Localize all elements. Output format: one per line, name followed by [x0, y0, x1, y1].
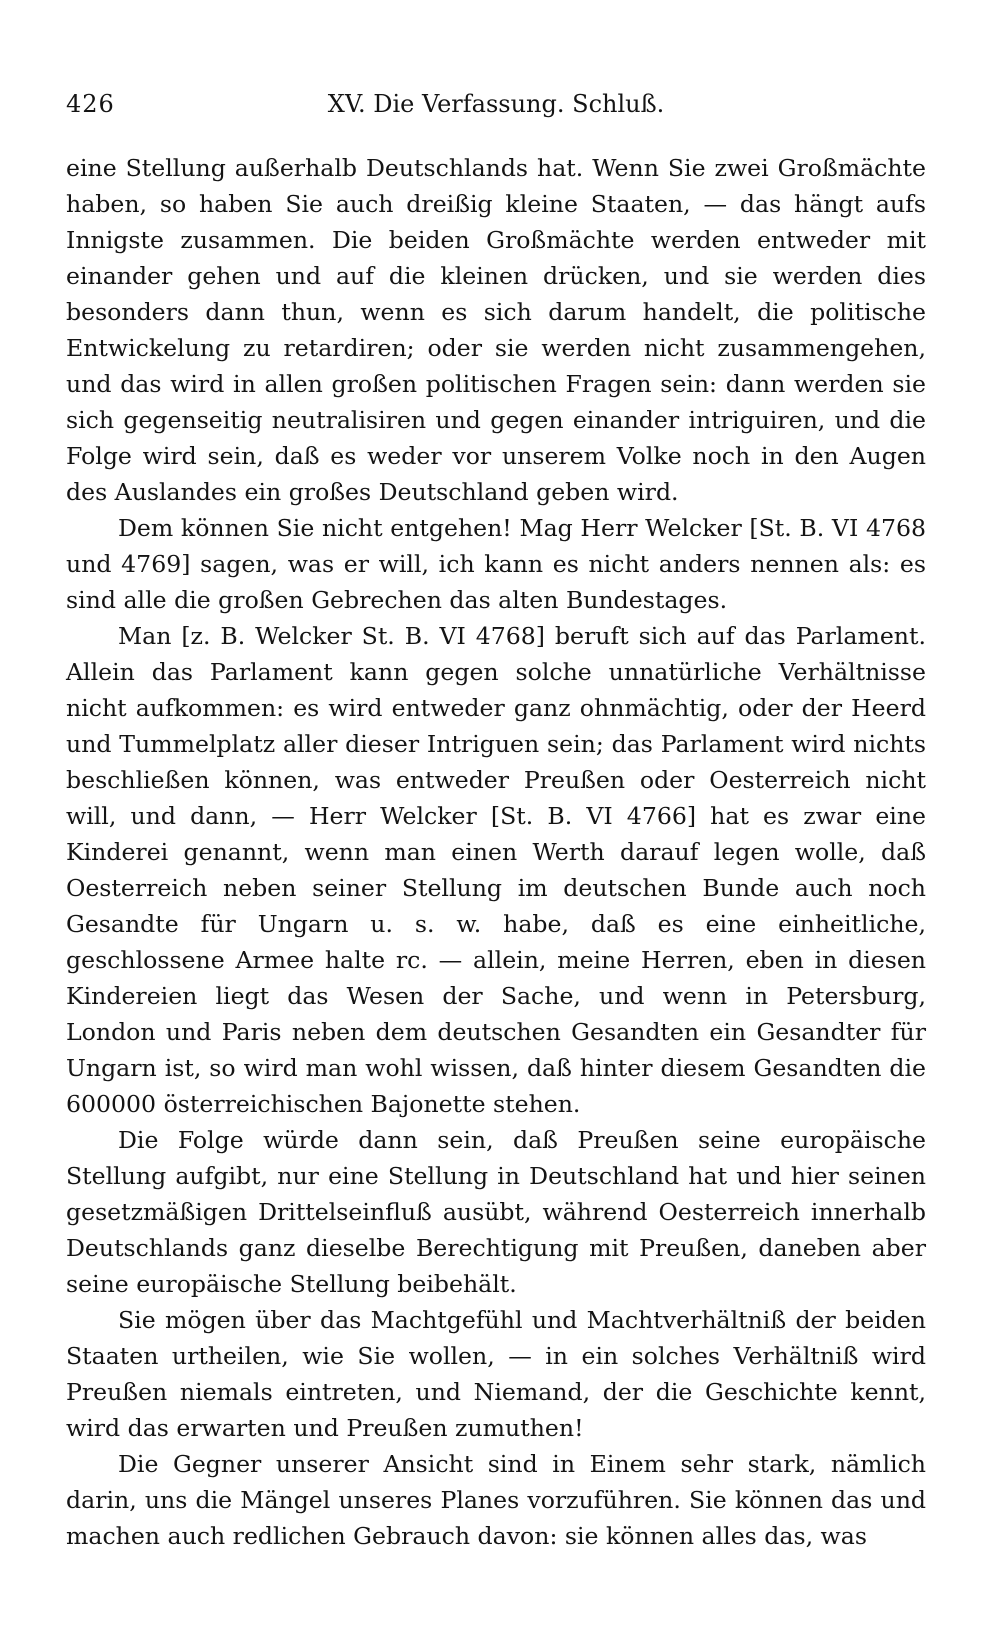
- paragraph-6: Die Gegner unserer Ansicht sind in Einem sehr stark, nämlich darin, uns die Mängel unseres Planes vorzuführen. Sie können das und machen auch redlichen Gebrauch davon: sie können alles das, was: [66, 1450, 926, 1550]
- body-text: [66, 150, 926, 1554]
- paragraph-2: Dem können Sie nicht entgehen! Mag Herr Welcker [St. B. VI 4768 und 4769] sagen, was er will, ich kann es nicht anders nennen als: es sind alle die großen Gebrechen das alten Bundestages.: [66, 514, 926, 614]
- paragraph-4: Die Folge würde dann sein, daß Preußen seine europäische Stellung aufgibt, nur eine Stellung in Deutschland hat und hier seinen gesetzmäßigen Drittelseinfluß ausübt, während Oesterreich innerhalb Deutschlands ganz dieselbe Berechtigung mit Preußen, daneben aber seine europäische Stellung beibehält.: [66, 1126, 926, 1298]
- book-page: [66, 82, 926, 1554]
- running-head: [66, 82, 926, 126]
- page-number: 426: [66, 90, 115, 118]
- paragraph-5: Sie mögen über das Machtgefühl und Machtverhältniß der beiden Staaten urtheilen, wie Sie wollen, — in ein solches Verhältniß wird Preußen niemals eintreten, und Niemand, der die Geschichte kennt, wird das erwarten und Preußen zumuthen!: [66, 1306, 926, 1442]
- paragraph-3: Man [z. B. Welcker St. B. VI 4768] beruft sich auf das Parlament. Allein das Parlament kann gegen solche unnatürliche Verhältnisse nicht aufkommen: es wird entweder ganz ohnmächtig, oder der Heerd und Tummelplatz aller dieser Intriguen sein; das Parlament wird nichts beschließen können, was entweder Preußen oder Oesterreich nicht will, und dann, — Herr Welcker [St. B. VI 4766] hat es zwar eine Kinderei genannt, wenn man einen Werth darauf legen wolle, daß Oesterreich neben seiner Stellung im deutschen Bunde auch noch Gesandte für Ungarn u. s. w. habe, daß es eine einheitliche, geschlossene Armee halte rc. — allein, meine Herren, eben in diesen Kindereien liegt das Wesen der Sache, und wenn in Petersburg, London und Paris neben dem deutschen Gesandten ein Gesandter für Ungarn ist, so wird man wohl wissen, daß hinter diesem Gesandten die 600000 österreichischen Bajonette stehen.: [66, 622, 926, 1118]
- chapter-title: XV. Die Verfassung. Schluß.: [327, 90, 665, 118]
- paragraph-1: eine Stellung außerhalb Deutschlands hat. Wenn Sie zwei Großmächte haben, so haben Sie auch dreißig kleine Staaten, — das hängt aufs Innigste zusammen. Die beiden Großmächte werden entweder mit einander gehen und auf die kleinen drücken, und sie werden dies besonders dann thun, wenn es sich darum handelt, die politische Entwickelung zu retardiren; oder sie werden nicht zusammengehen, und das wird in allen großen politischen Fragen sein: dann werden sie sich gegenseitig neutralisiren und gegen einander intriguiren, und die Folge wird sein, daß es weder vor unserem Volke noch in den Augen des Auslandes ein großes Deutschland geben wird.: [66, 154, 926, 506]
